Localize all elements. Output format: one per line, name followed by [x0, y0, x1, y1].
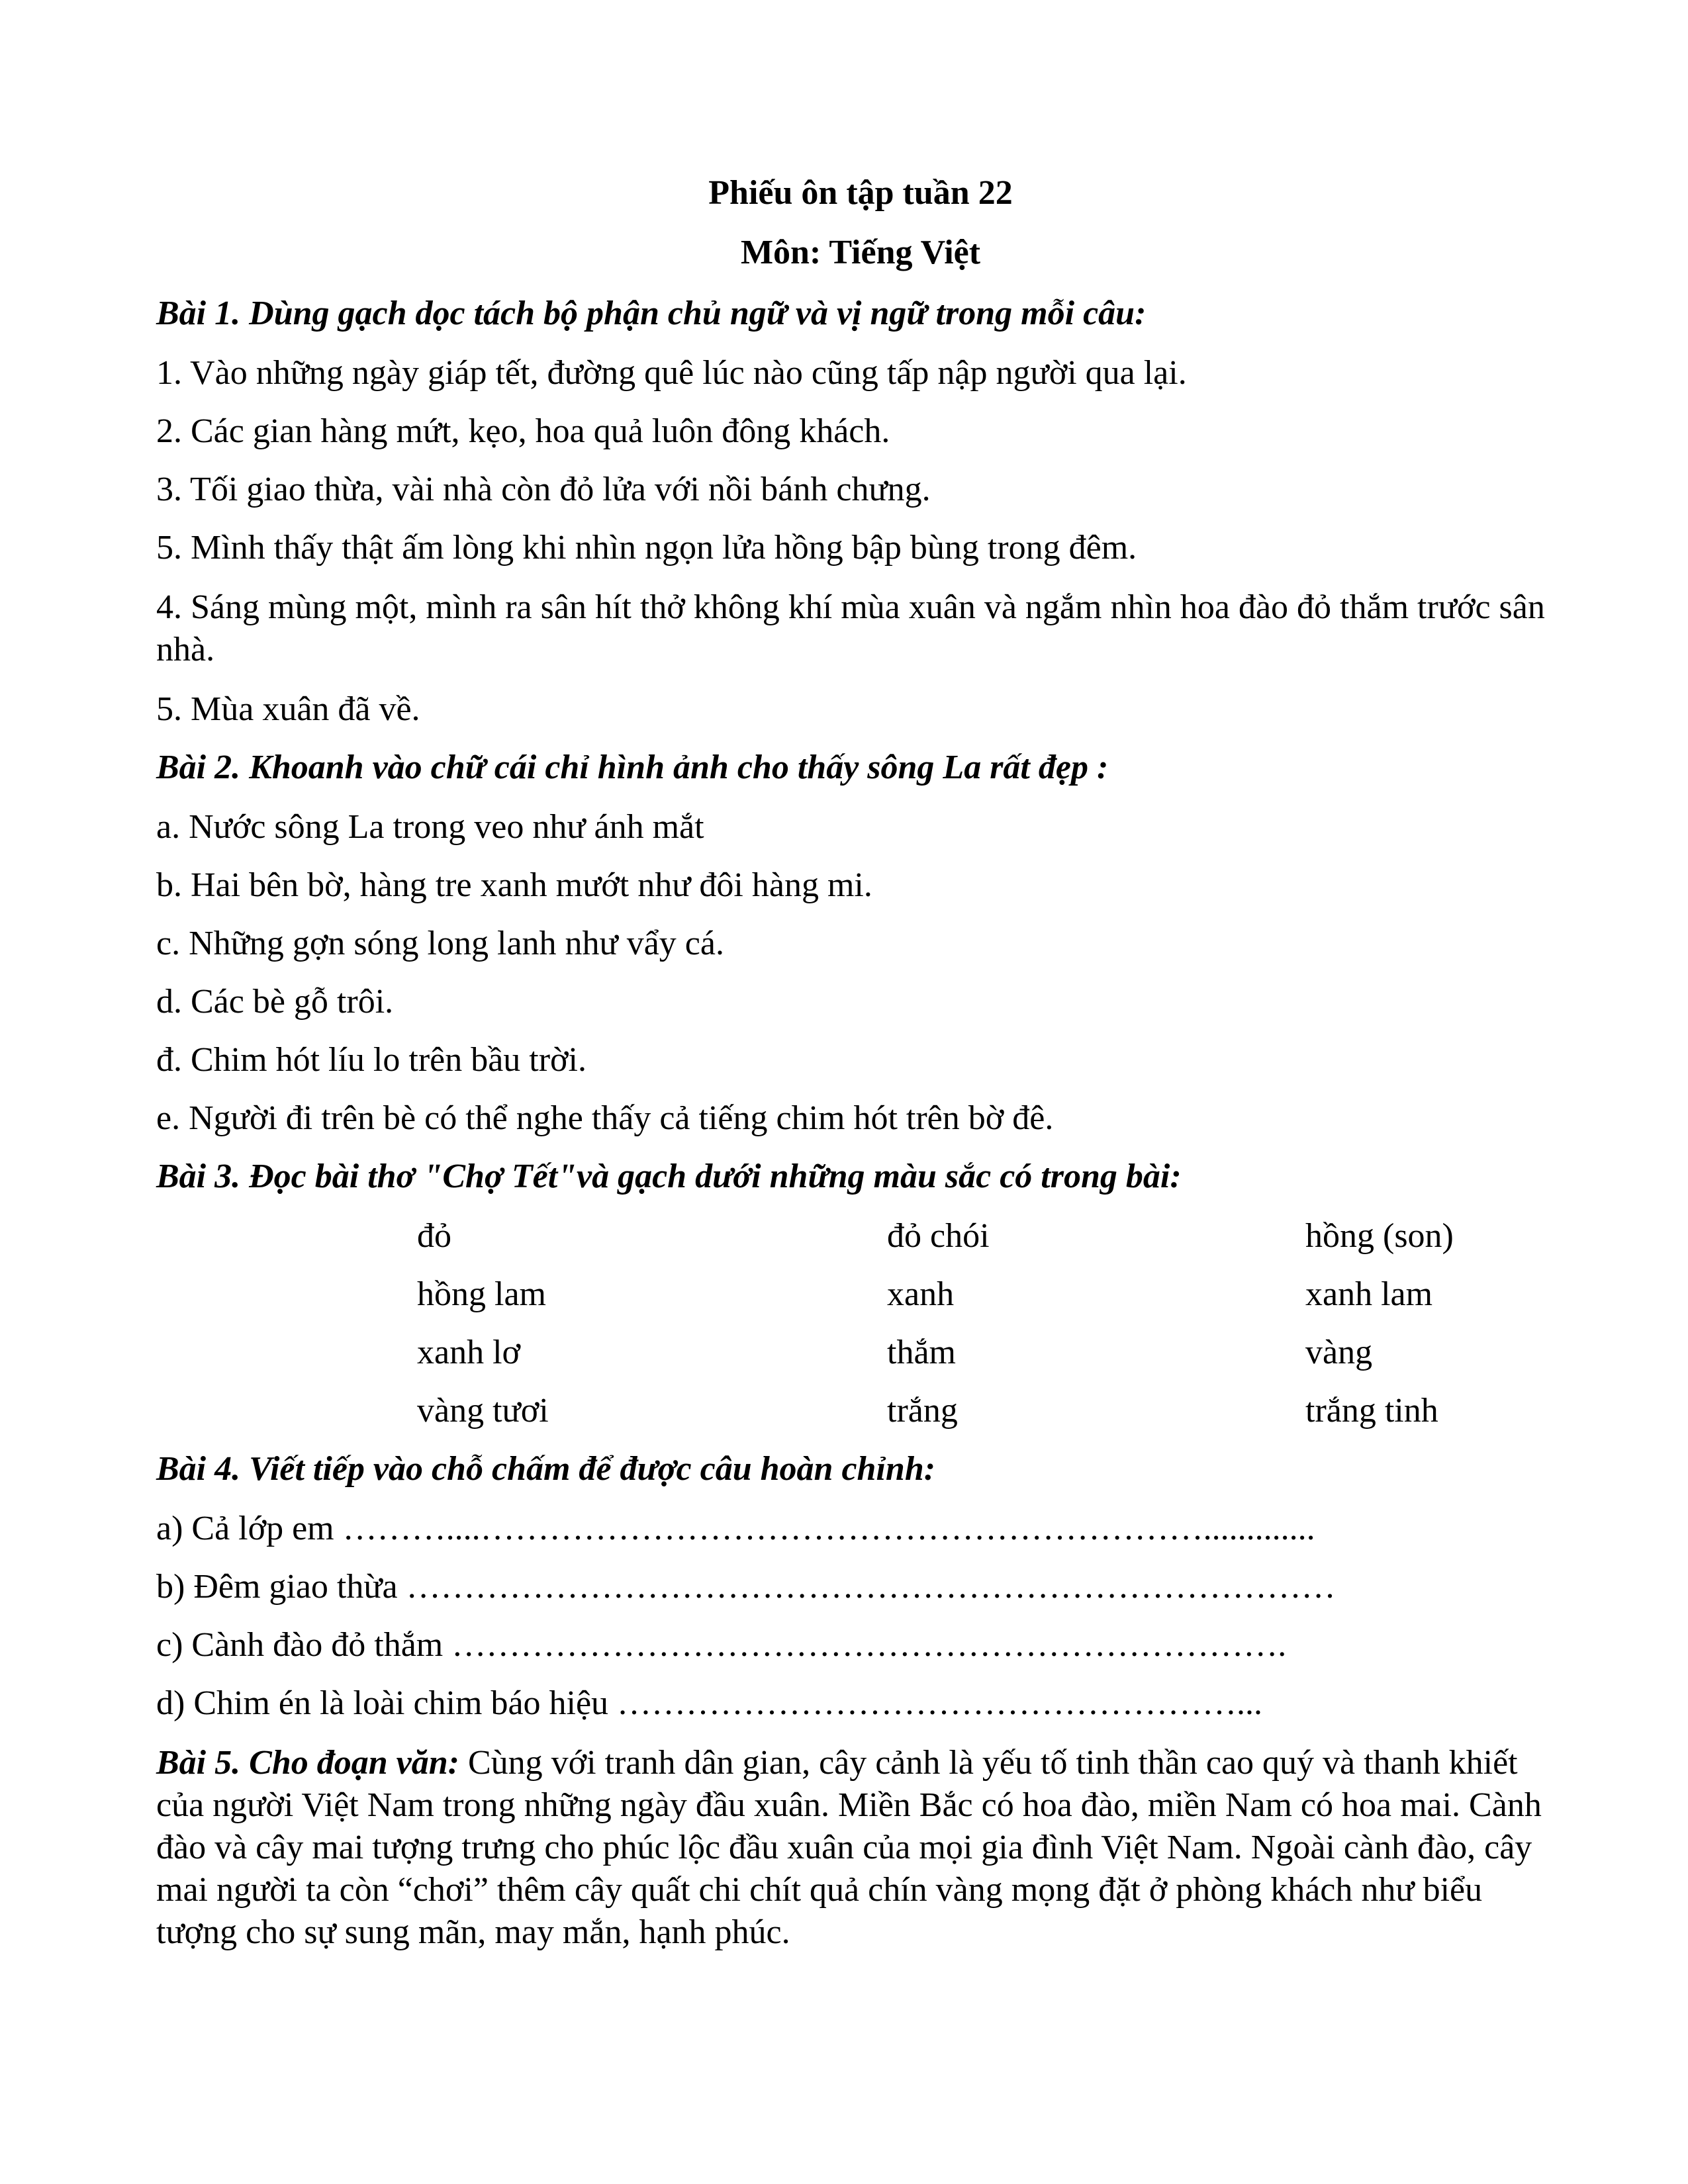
subject-heading: Môn: Tiếng Việt [740, 234, 981, 271]
color-word: đỏ chói [887, 1217, 990, 1255]
bai4-heading: Bài 4. Viết tiếp vào chỗ chấm để được câu hoàn chỉnh: [156, 1450, 936, 1488]
bai2-option-a: a. Nước sông La trong veo như ánh mắt [156, 808, 704, 846]
color-word: trắng [887, 1392, 958, 1430]
bai1-instruction: Dùng gạch dọc tách bộ phận chủ ngữ và vị ngữ trong mỗi câu: [240, 295, 1147, 332]
bai5-label: Bài 5. Cho đoạn văn: [156, 1744, 459, 1782]
page-title: Phiếu ôn tập tuần 22 [708, 174, 1013, 212]
bai1-item: 1. Vào những ngày giáp tết, đường quê lúc nào cũng tấp nập người qua lại. [156, 354, 1187, 392]
color-word: xanh lam [1305, 1275, 1433, 1313]
bai5-text: Cùng với tranh dân gian, cây cảnh là yếu tố tinh thần cao quý và thanh khiết của người Việt Nam trong những ngày đầu xuân. Miền Bắc có hoa đào, miền Nam có hoa mai. Cành đào và cây mai tượng trưng cho phúc lộc đầu xuân của mọi gia đình Việt Nam. Ngoài cành đào, cây mai người ta còn “chơi” thêm cây quất chi chít quả chín vàng mọng đặt ở phòng khách như biểu tượng cho sự sung mãn, may mắn, hạnh phúc. [156, 1744, 1542, 1951]
color-word: xanh lơ [417, 1334, 521, 1371]
bai2-option-dd: đ. Chim hót líu lo trên bầu trời. [156, 1041, 586, 1079]
bai1-item: 4. Sáng mùng một, mình ra sân hít thở không khí mùa xuân và ngắm nhìn hoa đào đỏ thắm trước sân nhà. [156, 588, 1545, 668]
color-word: đỏ [417, 1217, 451, 1255]
bai1-item: 5. Mùa xuân đã về. [156, 690, 420, 728]
color-word: thắm [887, 1334, 956, 1371]
bai2-heading: Bài 2. Khoanh vào chữ cái chỉ hình ảnh cho thấy sông La rất đẹp : [156, 749, 1109, 786]
color-word: trắng tinh [1305, 1392, 1438, 1430]
bai1-item: 3. Tối giao thừa, vài nhà còn đỏ lửa với nồi bánh chưng. [156, 471, 931, 508]
fill-blank-line-d: d) Chim én là loài chim báo hiệu ………………………………………………... [156, 1684, 1263, 1722]
bai1-label: Bài 1. [156, 295, 241, 332]
bai5-paragraph [156, 1742, 1560, 1954]
bai1-heading [156, 294, 1146, 334]
fill-blank-line-b: b) Đêm giao thừa ……………………………………………………………………… [156, 1568, 1336, 1606]
bai1-item: 5. Mình thấy thật ấm lòng khi nhìn ngọn lửa hồng bập bùng trong đêm. [156, 529, 1137, 567]
fill-blank-line-c: c) Cành đào đỏ thắm ………………………………………………………………. [156, 1626, 1287, 1664]
color-word: hồng lam [417, 1275, 546, 1313]
bai2-option-d: d. Các bè gỗ trôi. [156, 983, 394, 1021]
color-word: vàng [1305, 1334, 1373, 1371]
fill-blank-line-a: a) Cả lớp em ………....………………………………………………………............. [156, 1510, 1315, 1547]
color-word: vàng tươi [417, 1392, 549, 1430]
color-word: hồng (son) [1305, 1217, 1454, 1255]
color-word: xanh [887, 1275, 955, 1313]
bai2-option-c: c. Những gợn sóng long lanh như vẩy cá. [156, 925, 724, 962]
bai1-item: 2. Các gian hàng mứt, kẹo, hoa quả luôn đông khách. [156, 412, 890, 450]
bai3-heading: Bài 3. Đọc bài thơ "Chợ Tết"và gạch dưới những màu sắc có trong bài: [156, 1158, 1182, 1195]
bai2-option-e: e. Người đi trên bè có thể nghe thấy cả tiếng chim hót trên bờ đê. [156, 1099, 1054, 1137]
bai2-option-b: b. Hai bên bờ, hàng tre xanh mướt như đôi hàng mi. [156, 866, 872, 904]
